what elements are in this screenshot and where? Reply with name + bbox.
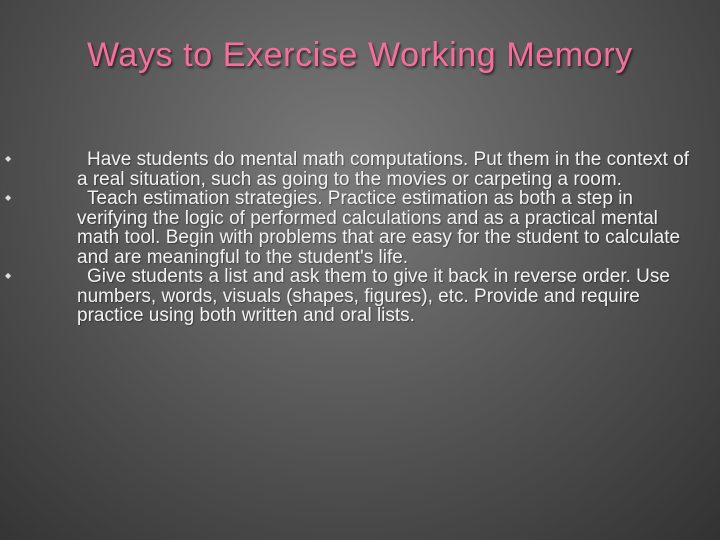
bullet-item	[5, 149, 690, 190]
bullet-item	[5, 188, 690, 268]
bullet-list	[5, 149, 690, 326]
bullet-diamond-icon: ◆	[5, 271, 12, 280]
bullet-item	[5, 266, 690, 326]
bullet-text: Have students do mental math computations. Put them in the context of a real situation, such as going to the movies or carpeting a room.	[77, 149, 689, 190]
bullet-text: Teach estimation strategies. Practice estimation as both a step in verifying the logic of performed calculations and as a practical mental math tool. Begin with problems that are easy for the student to calculate and are meaningful to the student's life.	[77, 188, 681, 268]
bullet-diamond-icon: ◆	[5, 154, 12, 163]
bullet-diamond-icon: ◆	[5, 193, 12, 202]
slide-title: Ways to Exercise Working Memory	[87, 36, 633, 74]
bullet-text: Give students a list and ask them to give it back in reverse order. Use numbers, words, visuals (shapes, figures), etc. Provide and require practice using both written and oral lists.	[77, 266, 670, 326]
